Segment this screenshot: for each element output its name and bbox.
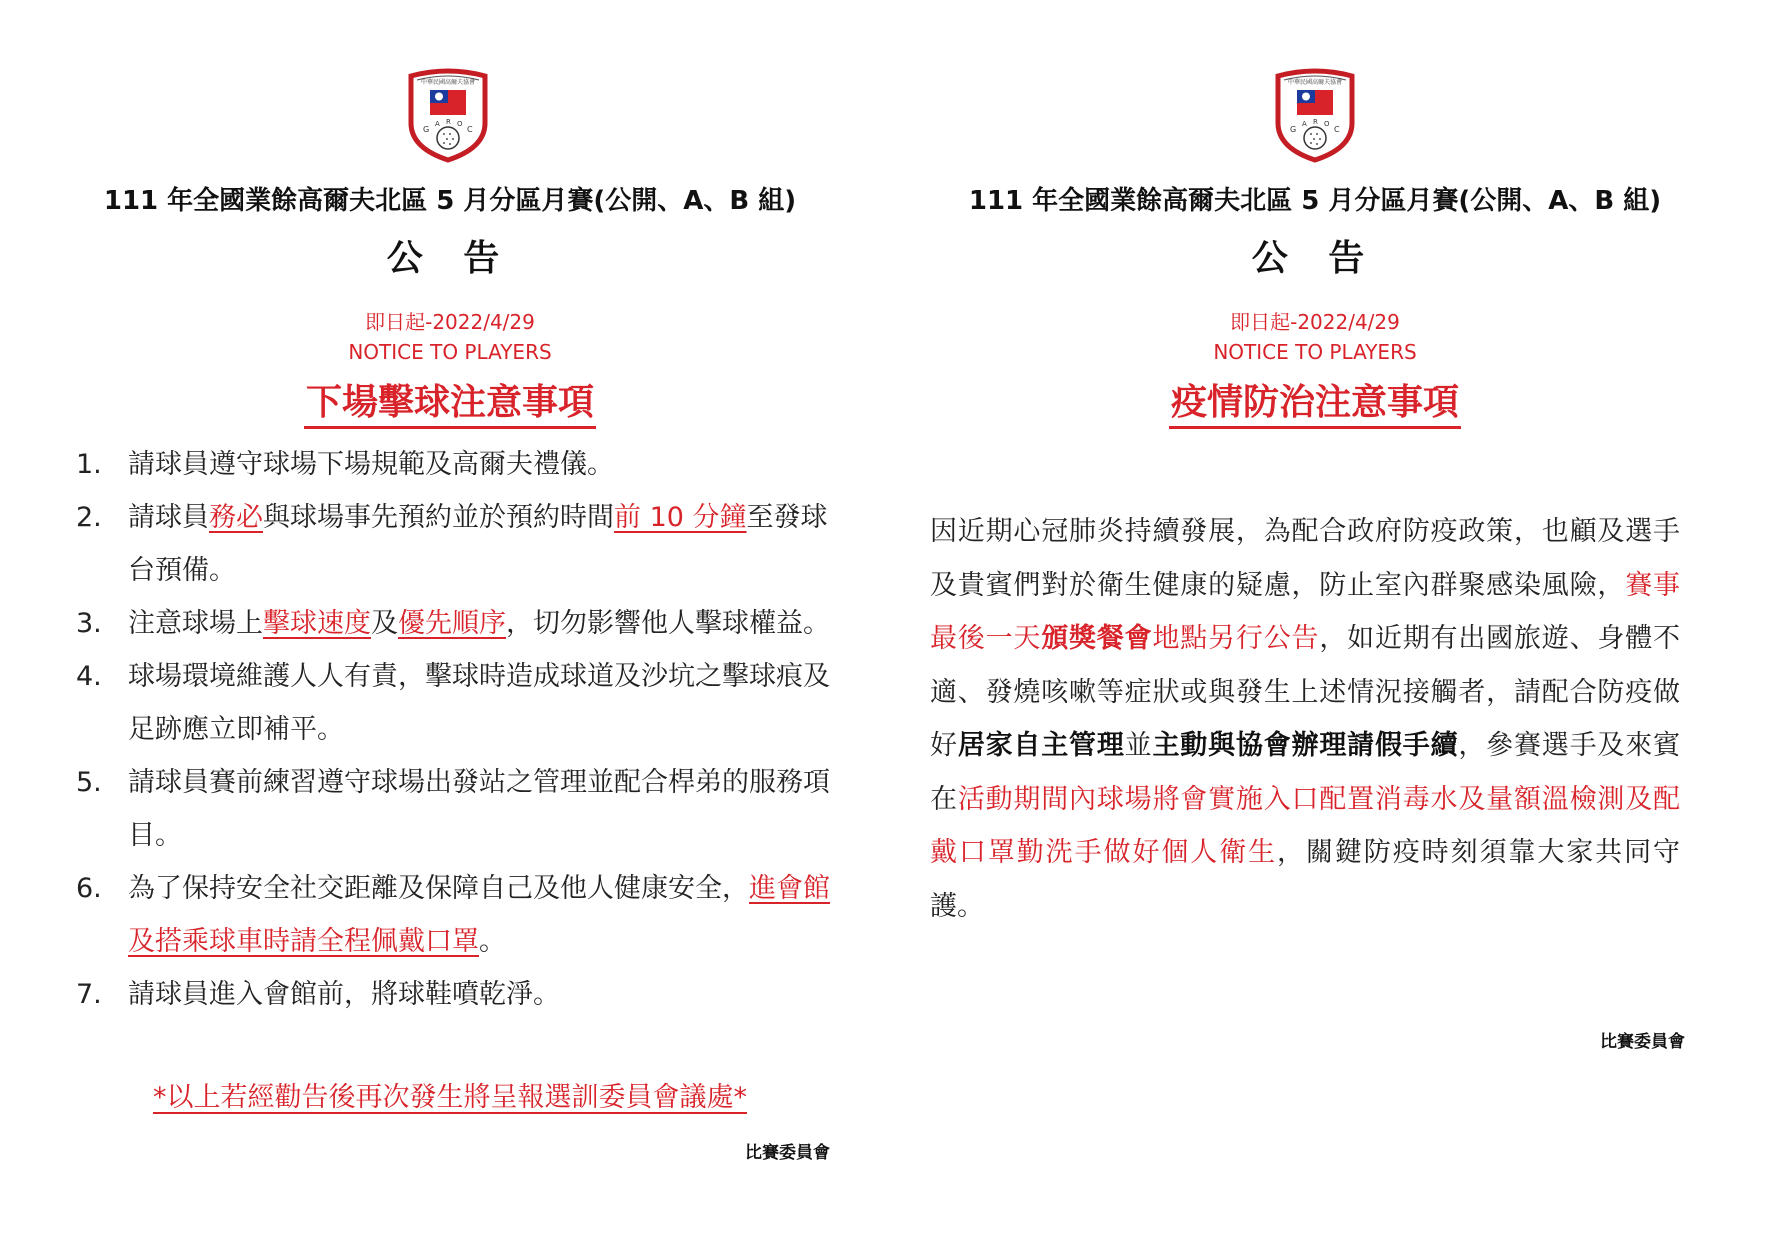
effective-date: 即日起-2022/4/29 [365, 310, 535, 334]
rule-item: 2. 請球員務必與球場事先預約並於預約時間前 10 分鐘至發球台預備。 [76, 502, 828, 586]
svg-text:C: C [1334, 125, 1340, 134]
svg-text:G: G [423, 125, 430, 134]
announcement-heading: 公 告 [386, 238, 514, 279]
effective-date: 即日起-2022/4/29 [1230, 310, 1400, 334]
rules-list [70, 438, 830, 1021]
rule-item: 6. 為了保持安全社交距離及保障自己及他人健康安全，進會館及搭乘球車時請全程佩戴口罩。 [76, 873, 830, 957]
svg-text:O: O [457, 120, 463, 128]
committee-signature: 比賽委員會 [1600, 1032, 1685, 1052]
notice-to-players: NOTICE TO PLAYERS [1213, 340, 1417, 364]
garoc-emblem-icon [1270, 68, 1360, 164]
svg-text:O: O [1324, 120, 1330, 128]
svg-text:R: R [1313, 118, 1318, 126]
rule-item: 1. 請球員遵守球場下場規範及高爾夫禮儀。 [76, 449, 614, 480]
tournament-title: 111 年全國業餘高爾夫北區 5 月分區月賽(公開、A、B 組) [968, 186, 1662, 216]
committee-signature: 比賽委員會 [745, 1143, 830, 1163]
announcement-heading: 公 告 [1251, 238, 1379, 279]
notice-to-players: NOTICE TO PLAYERS [348, 340, 552, 364]
svg-text:C: C [467, 125, 473, 134]
penalty-warning: *以上若經勸告後再次發生將呈報選訓委員會議處* [153, 1082, 747, 1113]
svg-text:R: R [446, 118, 451, 126]
notice-panel-epidemic-prevention [930, 0, 1700, 1241]
tournament-title: 111 年全國業餘高爾夫北區 5 月分區月賽(公開、A、B 組) [103, 186, 797, 216]
svg-text:A: A [435, 120, 440, 128]
notice-panel-course-rules [70, 0, 830, 1241]
section-subtitle: 下場擊球注意事項 [70, 380, 830, 429]
rule-item: 5. 請球員賽前練習遵守球場出發站之管理並配合桿弟的服務項目。 [76, 767, 830, 851]
rule-item: 3. 注意球場上擊球速度及優先順序，切勿影響他人擊球權益。 [76, 608, 830, 639]
epidemic-notice-paragraph: 因近期心冠肺炎持續發展，為配合政府防疫政策，也顧及選手及貴賓們對於衛生健康的疑慮，防止室內群聚感染風險，賽事最後一天頒獎餐會地點另行公告，如近期有出國旅遊、身體不適、發燒咳嗽等症狀或與發生上述情況接觸者，請配合防疫做好居家自主管理並主動與協會辦理請假手續，參賽選手及來賓在活動期間內球場將會實施入口配置消毒水及量額溫檢測及配戴口罩勤洗手做好個人衛生，關鍵防疫時刻須靠大家共同守護。 [930, 516, 1681, 922]
section-subtitle: 疫情防治注意事項 [930, 380, 1700, 429]
svg-text:中華民國高爾夫協會: 中華民國高爾夫協會 [1287, 79, 1343, 86]
rule-item: 7. 請球員進入會館前，將球鞋噴乾淨。 [76, 979, 560, 1010]
rule-item: 4. 球場環境維護人人有責，擊球時造成球道及沙坑之擊球痕及足跡應立即補平。 [76, 661, 830, 745]
garoc-emblem-icon [403, 68, 493, 164]
svg-text:G: G [1290, 125, 1297, 134]
svg-text:A: A [1302, 120, 1307, 128]
svg-text:中華民國高爾夫協會: 中華民國高爾夫協會 [420, 79, 476, 86]
